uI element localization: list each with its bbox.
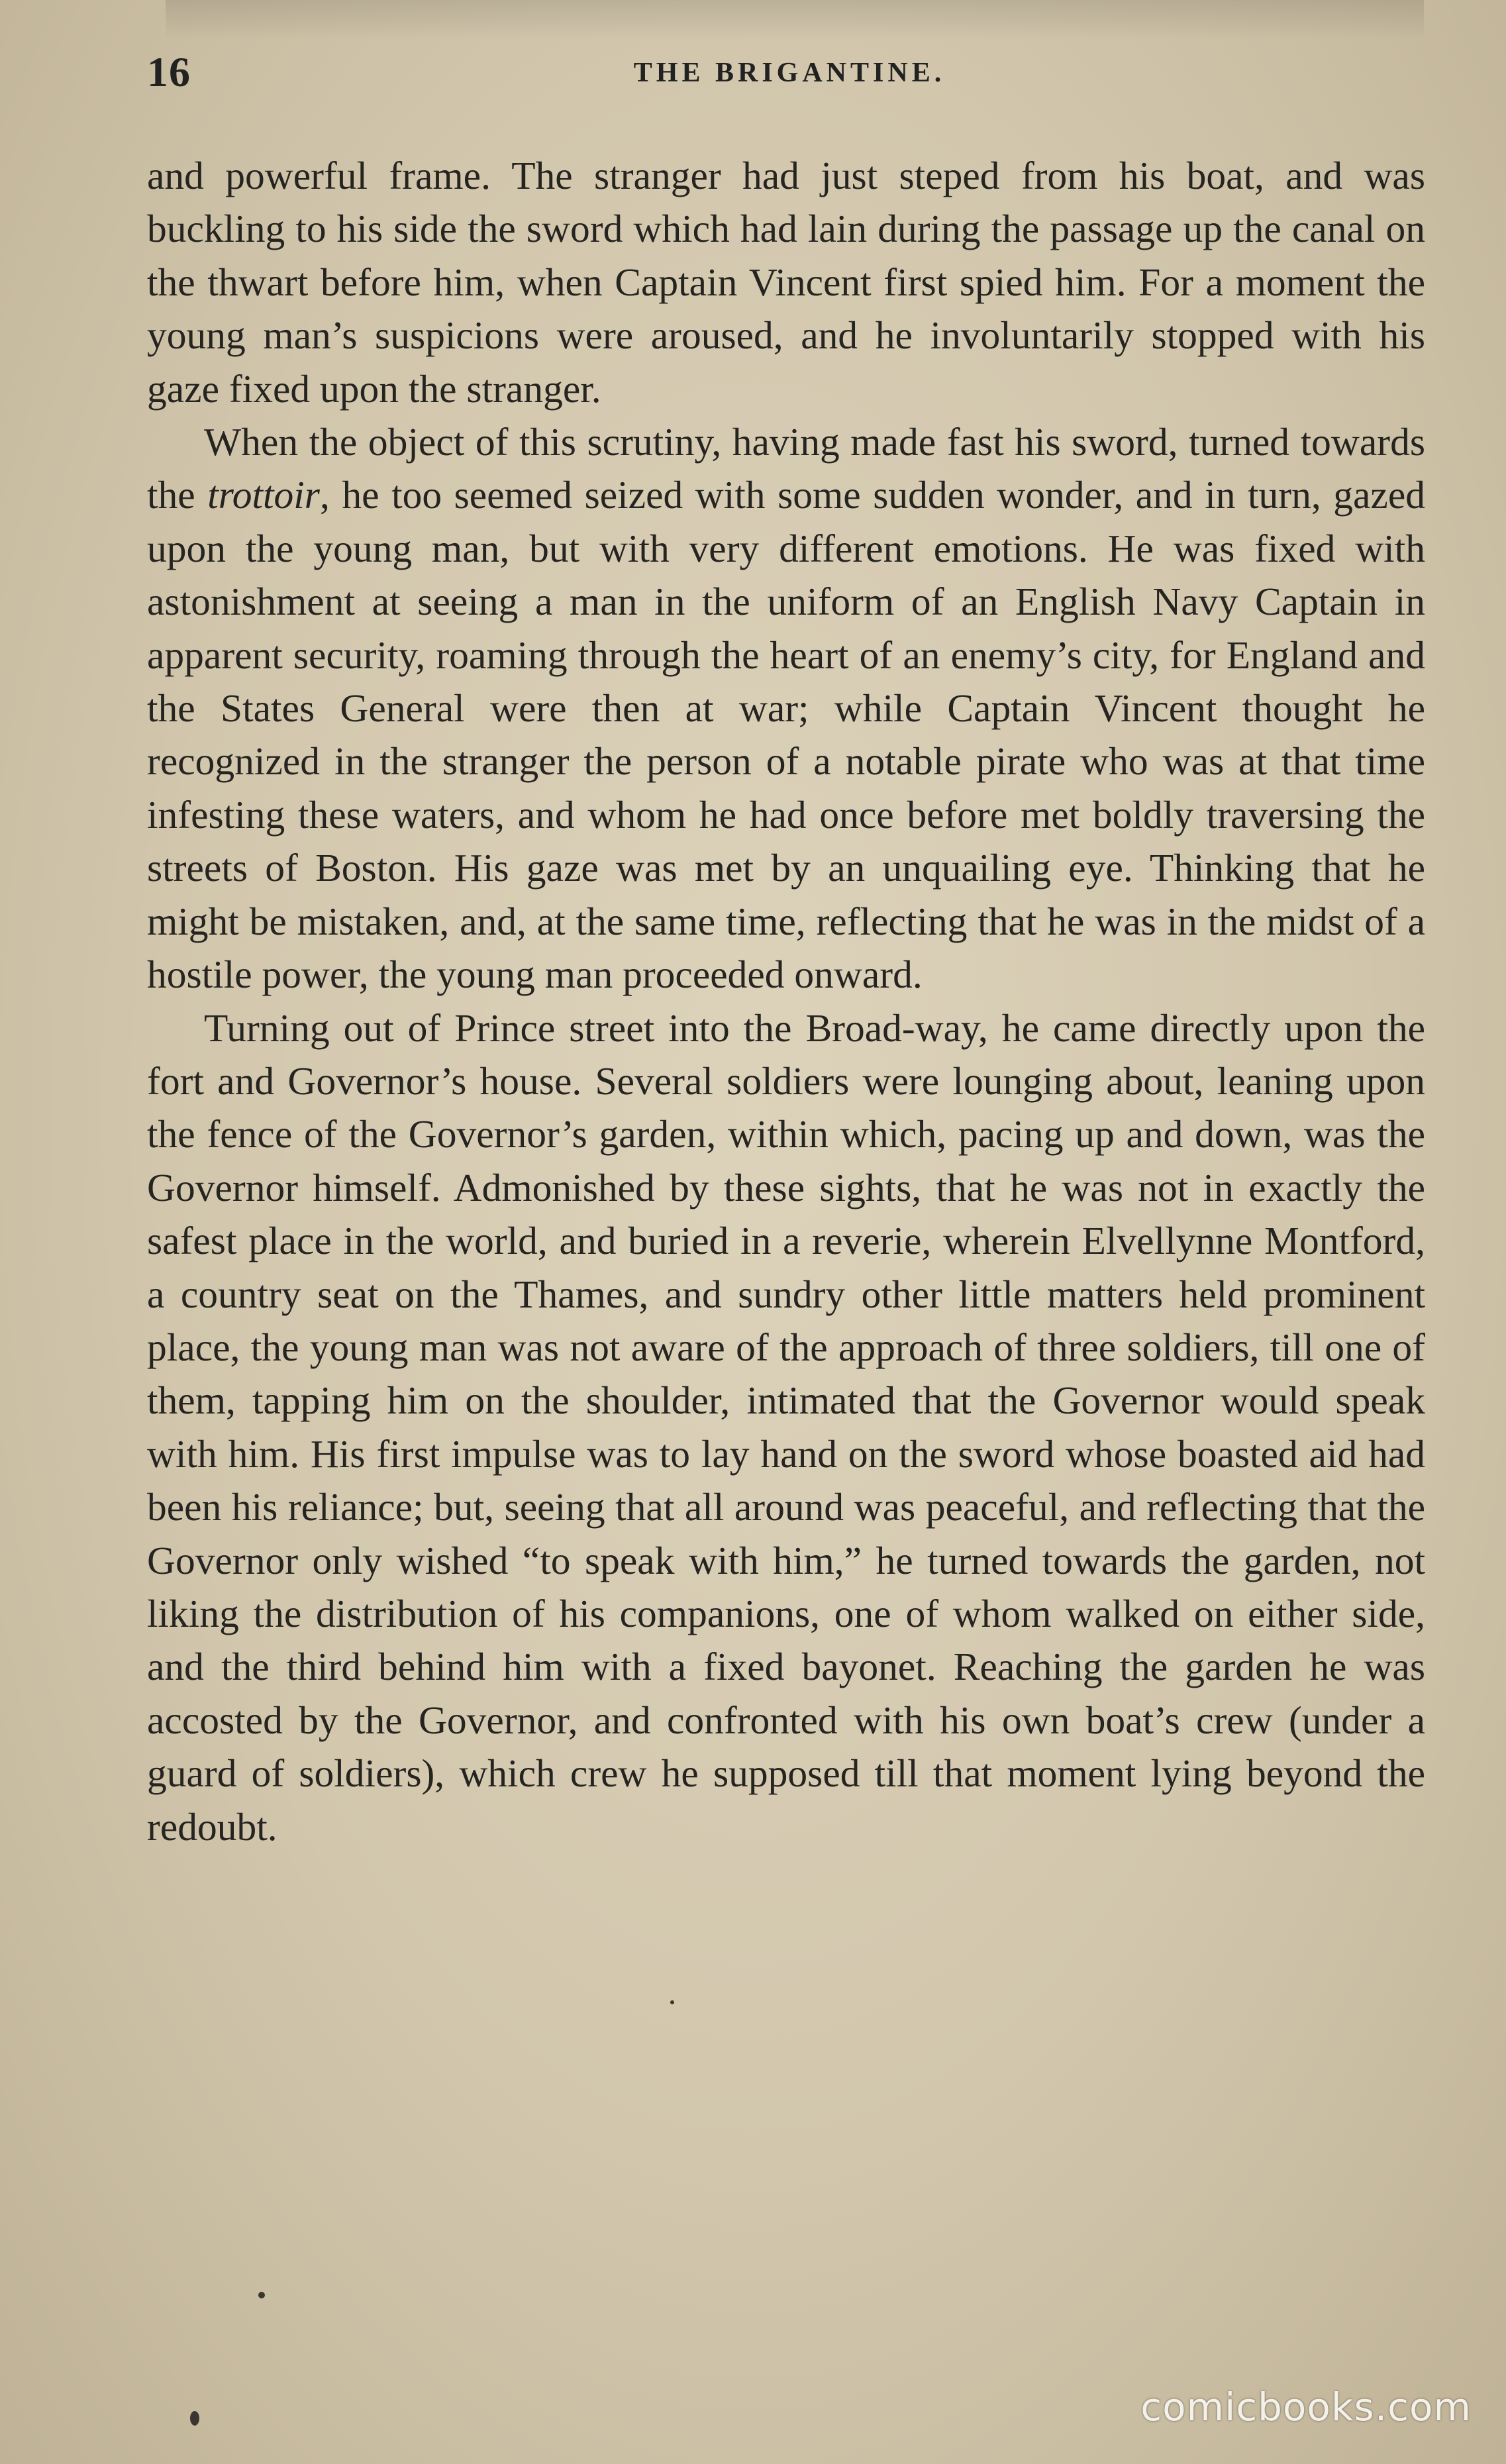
running-head: THE BRIGANTINE.: [633, 58, 946, 88]
ink-speck: [190, 2411, 199, 2426]
ink-speck: [670, 2000, 674, 2004]
italic-word: trottoir: [207, 473, 320, 517]
paragraph-2: When the object of this scrutiny, having made fast his sword, turned towards the trottoir, he too seemed seized with some sudden wonder, and in turn, gazed upon the young man, but with very different emotions. He was fixed with astonishment at seeing a man in the uniform of an English Navy Captain in apparent security, roaming through the heart of an enemy’s city, for England and the States General were then at war; while Captain Vincent thought he recognized in the stranger the person of a notable pirate who was at that time infesting these waters, and whom he had once before met boldly traversing the streets of Boston. His gaze was met by an unquailing eye. Thinking that he might be mistaken, and, at the same time, reflecting that he was in the midst of a hostile power, the young man proceeded onward.: [147, 420, 1425, 997]
body-text: [147, 149, 1425, 1853]
page-number: 16: [147, 48, 191, 95]
bleed-through-shadow: [166, 0, 1424, 40]
ink-speck: [258, 2292, 265, 2298]
watermark: comicbooks.com: [1140, 2385, 1472, 2430]
paragraph-3: Turning out of Prince street into the Broad-way, he came directly upon the fort and Governor’s house. Several soldiers were lounging about, leaning upon the fence of the Governor’s garden, within which, pacing up and down, was the Governor himself. Admonished by these sights, that he was not in exactly the safest place in the world, and buried in a reverie, wherein Elvellynne Montford, a country seat on the Thames, and sundry other little matters held prominent place, the young man was not aware of the approach of three soldiers, till one of them, tapping him on the shoulder, intimated that the Governor would speak with him. His first impulse was to lay hand on the sword whose boasted aid had been his reliance; but, seeing that all around was peaceful, and reflecting that the Governor only wished “to speak with him,” he turned towards the garden, not liking the distribution of his companions, one of whom walked on either side, and the third behind him with a fixed bayonet. Reaching the garden he was accosted by the Governor, and confronted with his own boat’s crew (under a guard of soldiers), which crew he supposed till that moment lying beyond the redoubt.: [147, 1005, 1425, 1849]
paragraph-1: and powerful frame. The stranger had just steped from his boat, and was buckling to his side the sword which had lain during the passage up the canal on the thwart before him, when Captain Vincent first spied him. For a moment the young man’s suspicions were aroused, and he involuntarily stopped with his gaze fixed upon the stranger.: [147, 154, 1425, 411]
page-header: [147, 48, 1432, 107]
